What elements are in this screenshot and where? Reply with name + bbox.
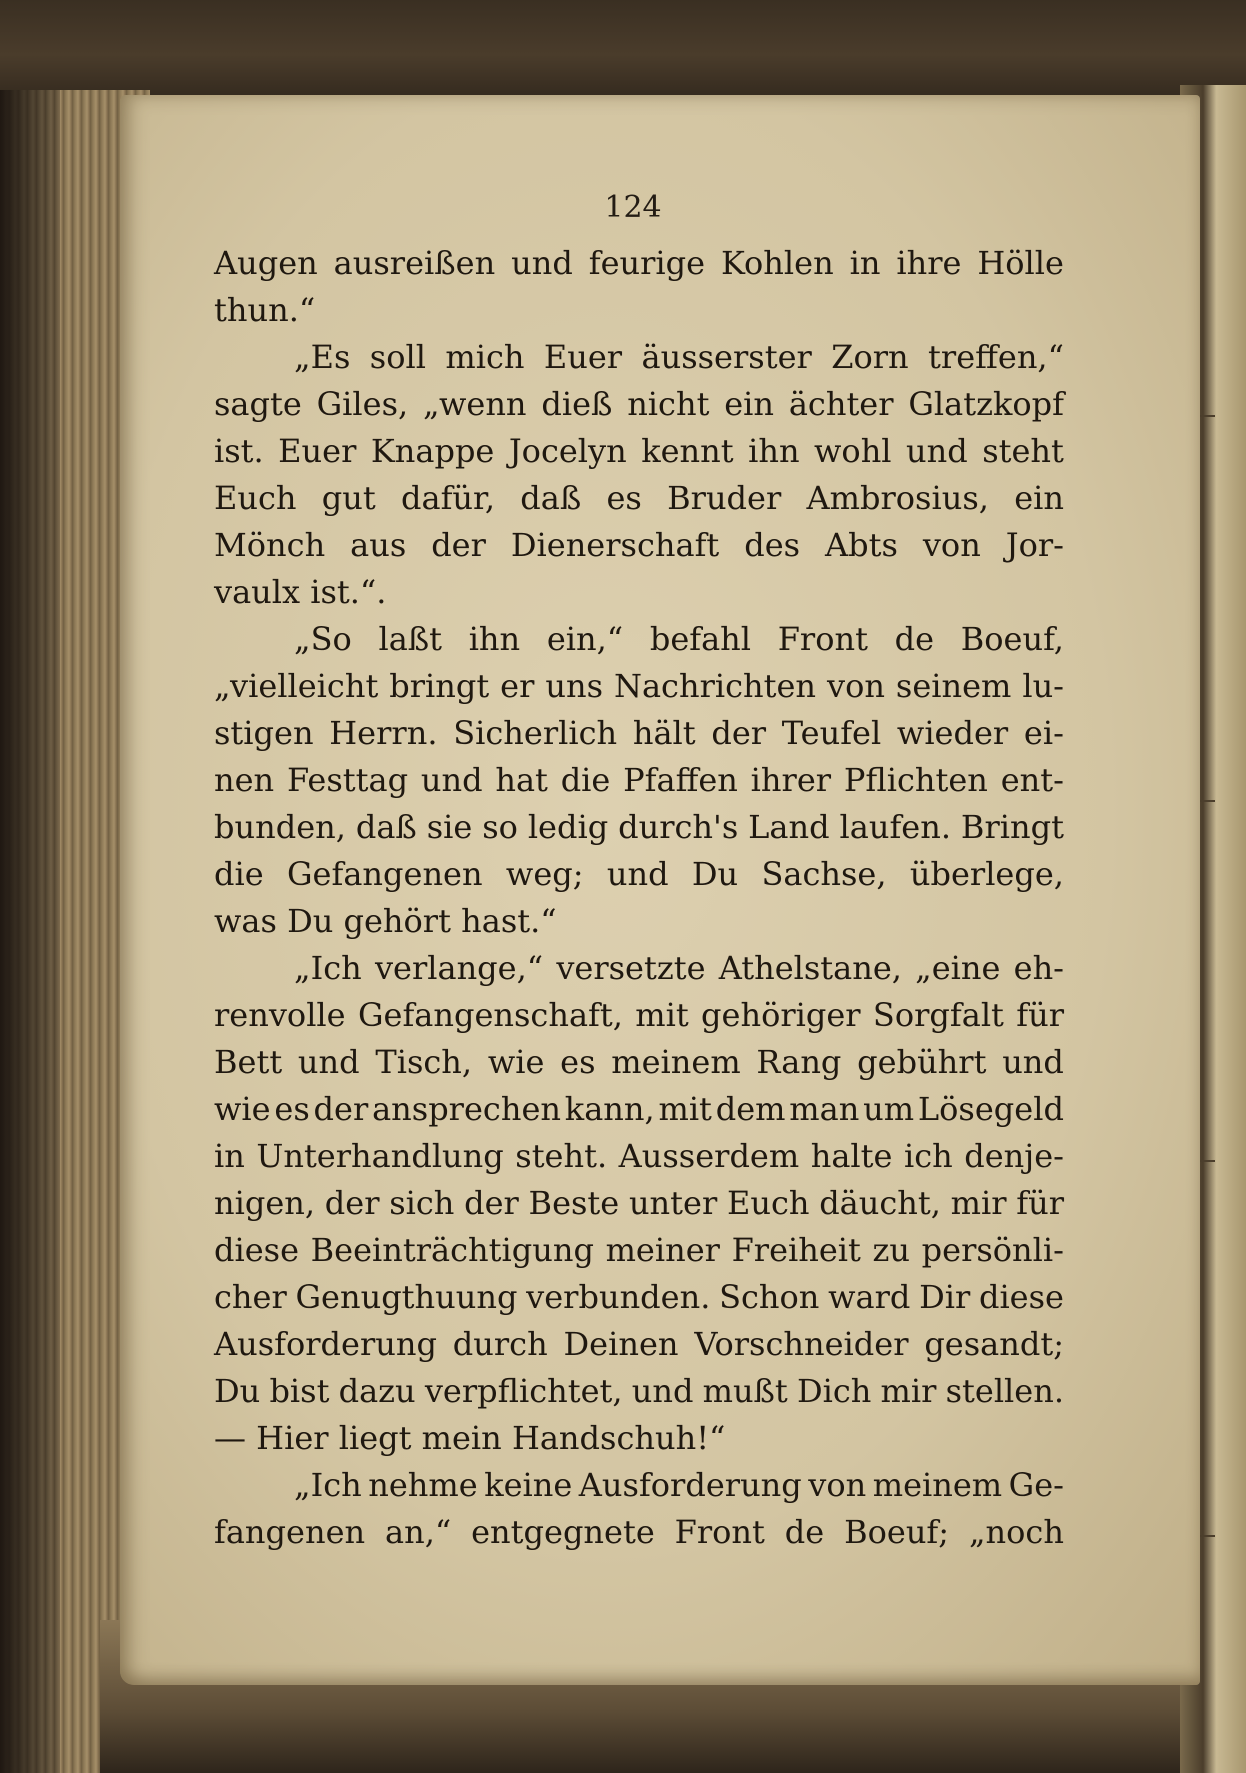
word: Herrn. xyxy=(329,714,438,752)
text-line xyxy=(214,757,1064,804)
word: es xyxy=(274,1090,310,1128)
word: und xyxy=(511,244,573,282)
word: Zorn xyxy=(831,338,909,376)
word: „eine xyxy=(915,949,1001,987)
word: aus xyxy=(350,526,407,564)
word: „Ich xyxy=(294,1466,362,1504)
word: Gefangenschaft, xyxy=(357,996,623,1034)
word: ihn xyxy=(748,432,800,470)
word: „Ich xyxy=(294,949,362,987)
text-line xyxy=(214,851,1064,898)
word: Giles, xyxy=(316,385,409,423)
word: ich xyxy=(903,1137,953,1175)
word: lu- xyxy=(1022,667,1064,705)
page-number: 124 xyxy=(604,190,662,225)
word: sagte xyxy=(214,385,302,423)
text-line xyxy=(214,569,1064,616)
word: persönli- xyxy=(921,1231,1064,1269)
word: Dienerschaft xyxy=(510,526,720,564)
word: der xyxy=(324,1184,380,1222)
word: däucht, xyxy=(819,1184,941,1222)
word: der xyxy=(711,714,767,752)
word: entgegnete xyxy=(471,1513,655,1551)
word: und xyxy=(297,1043,360,1081)
word: Hier xyxy=(256,1419,339,1457)
word: „noch xyxy=(968,1513,1064,1551)
word: Teufel xyxy=(781,714,882,752)
word: kennt xyxy=(641,432,734,470)
word: Bett xyxy=(214,1043,283,1081)
word: feurige xyxy=(588,244,706,282)
text-line xyxy=(214,240,1064,287)
word: ein xyxy=(724,385,775,423)
word: Pfaffen xyxy=(623,761,738,799)
word: Beeinträchtigung xyxy=(310,1231,594,1269)
word: Genugthuung xyxy=(295,1278,518,1316)
word: meinem xyxy=(872,1466,1003,1504)
word: Sachse, xyxy=(761,855,887,893)
word: überlege, xyxy=(909,855,1064,893)
word: Knappe xyxy=(370,432,495,470)
word: sie xyxy=(426,808,473,846)
text-line xyxy=(214,475,1064,522)
word: Lösegeld xyxy=(917,1090,1064,1128)
word: „wenn xyxy=(422,385,527,423)
text-line xyxy=(214,1509,1064,1556)
word: des xyxy=(744,526,801,564)
word: Front xyxy=(777,620,868,658)
word: von xyxy=(808,1466,867,1504)
word: Bruder xyxy=(667,479,782,517)
text-line xyxy=(214,1368,1064,1415)
word: nigen, xyxy=(214,1184,316,1222)
word: ansprechen xyxy=(372,1090,561,1128)
word: der xyxy=(313,1090,369,1128)
word: mit xyxy=(658,1090,712,1128)
word: und xyxy=(631,1372,694,1410)
word: Euer xyxy=(278,432,357,470)
word: Jocelyn xyxy=(508,432,627,470)
word: Boeuf; xyxy=(844,1513,950,1551)
word: de xyxy=(784,1513,825,1551)
page-stack-shadow xyxy=(0,90,60,1773)
word: versetzte xyxy=(556,949,706,987)
word: nehme xyxy=(368,1466,478,1504)
word: Ge- xyxy=(1008,1466,1064,1504)
word: hat xyxy=(495,761,548,799)
text-line xyxy=(214,945,1064,992)
text-line xyxy=(214,287,1064,334)
word: die xyxy=(214,855,264,893)
word: bringt xyxy=(389,667,490,705)
word: uns xyxy=(545,667,603,705)
word: Sorgfalt xyxy=(872,996,1004,1034)
word: seinem xyxy=(895,667,1012,705)
word: wie xyxy=(214,1090,271,1128)
word: ei- xyxy=(1023,714,1064,752)
word: Dir xyxy=(919,1278,971,1316)
book-binding-top xyxy=(0,0,1246,110)
text-line xyxy=(214,710,1064,757)
word: Schon xyxy=(719,1278,820,1316)
text-line xyxy=(214,663,1064,710)
word: bist xyxy=(269,1372,330,1410)
word: was xyxy=(214,902,288,940)
word: und xyxy=(906,432,968,470)
text-line xyxy=(214,1462,1064,1509)
word: Freiheit xyxy=(731,1231,861,1269)
word: Nachrichten xyxy=(613,667,817,705)
word: Vorschneider xyxy=(694,1325,909,1363)
word: der xyxy=(431,526,486,564)
word: von xyxy=(826,667,885,705)
word: Kohlen xyxy=(720,244,834,282)
word: Du xyxy=(691,855,739,893)
word: verbunden. xyxy=(526,1278,711,1316)
word: Abts xyxy=(825,526,898,564)
word: Beste xyxy=(528,1184,620,1222)
word: für xyxy=(1016,1184,1064,1222)
word: gehört xyxy=(343,902,462,940)
word: renvolle xyxy=(214,996,346,1034)
word: dem xyxy=(715,1090,786,1128)
word: Athelstane, xyxy=(718,949,902,987)
word: denje- xyxy=(964,1137,1064,1175)
word: Du xyxy=(214,1372,261,1410)
text-line xyxy=(214,1180,1064,1227)
word: äusserster xyxy=(641,338,812,376)
word: verpflichtet, xyxy=(424,1372,623,1410)
word: ausreißen xyxy=(333,244,496,282)
word: ein,“ xyxy=(546,620,624,658)
word: ihn xyxy=(468,620,521,658)
word: die xyxy=(560,761,611,799)
word: „vielleicht xyxy=(214,667,379,705)
word: so xyxy=(482,808,518,846)
word: nen xyxy=(214,761,275,799)
word: sich xyxy=(389,1184,455,1222)
word: gehöriger xyxy=(701,996,861,1034)
word: und xyxy=(420,761,483,799)
word: nicht xyxy=(627,385,710,423)
word: Handschuh!“ xyxy=(511,1419,726,1457)
word: hast.“ xyxy=(461,902,557,940)
word: hält xyxy=(632,714,696,752)
word: Rang xyxy=(756,1043,842,1081)
word: Ambrosius, xyxy=(806,479,989,517)
word: Mönch xyxy=(214,526,326,564)
word: wie xyxy=(487,1043,545,1081)
word: an,“ xyxy=(385,1513,452,1551)
word: Front xyxy=(674,1513,765,1551)
text-line xyxy=(214,522,1064,569)
word: Festtag xyxy=(286,761,409,799)
word: keine xyxy=(484,1466,573,1504)
word: meinem xyxy=(611,1043,741,1081)
word: Euch xyxy=(214,479,297,517)
word: weg; xyxy=(505,855,584,893)
word: soll xyxy=(369,338,426,376)
text-line xyxy=(214,428,1064,475)
word: ihrer xyxy=(750,761,832,799)
word: Pflichten xyxy=(843,761,988,799)
word: mein xyxy=(421,1419,512,1457)
word: stigen xyxy=(214,714,314,752)
word: kann, xyxy=(564,1090,655,1128)
word: unter xyxy=(628,1184,718,1222)
word: ist. xyxy=(214,432,264,470)
word: von xyxy=(922,526,981,564)
text-line xyxy=(214,334,1064,381)
text-line xyxy=(214,1227,1064,1274)
word: durch's xyxy=(618,808,739,846)
word: befahl xyxy=(649,620,752,658)
word: Dich xyxy=(796,1372,872,1410)
word: cher xyxy=(214,1278,287,1316)
text-line xyxy=(214,898,1064,945)
word: ent- xyxy=(1000,761,1064,799)
word: „So xyxy=(294,620,352,658)
text-line xyxy=(214,1039,1064,1086)
word: thun.“ xyxy=(214,291,316,329)
word: ist.“. xyxy=(310,573,387,611)
text-line xyxy=(214,1274,1064,1321)
word: um xyxy=(863,1090,915,1128)
word: gut xyxy=(321,479,376,517)
word: halte xyxy=(810,1137,893,1175)
word: Du xyxy=(287,902,344,940)
text-line xyxy=(214,616,1064,663)
word: gebührt xyxy=(857,1043,987,1081)
word: mußt xyxy=(702,1372,788,1410)
word: ein xyxy=(1014,479,1064,517)
word: Unterhandlung xyxy=(256,1137,504,1175)
word: Ausforderung xyxy=(578,1466,802,1504)
word: und xyxy=(1002,1043,1064,1081)
word: Bringt xyxy=(960,808,1064,846)
word: meiner xyxy=(605,1231,720,1269)
word: vaulx xyxy=(214,573,311,611)
word: bunden, xyxy=(214,808,346,846)
word: mir xyxy=(880,1372,937,1410)
word: laufen. xyxy=(839,808,951,846)
word: laßt xyxy=(378,620,442,658)
word: de xyxy=(894,620,935,658)
word: Euch xyxy=(726,1184,810,1222)
word: steht. xyxy=(515,1137,608,1175)
word: Land xyxy=(748,808,830,846)
word: und xyxy=(606,855,669,893)
word: mit xyxy=(635,996,689,1034)
word: Jor- xyxy=(1005,526,1064,564)
word: mich xyxy=(445,338,525,376)
word: stellen. xyxy=(945,1372,1064,1410)
text-line xyxy=(214,804,1064,851)
word: durch xyxy=(452,1325,548,1363)
word: diese xyxy=(978,1278,1064,1316)
word: zu xyxy=(872,1231,910,1269)
word: eh- xyxy=(1013,949,1064,987)
word: in xyxy=(214,1137,245,1175)
page-text xyxy=(214,240,1064,1556)
word: Deinen xyxy=(563,1325,679,1363)
word: fangenen xyxy=(214,1513,366,1551)
word: „Es xyxy=(294,338,351,376)
text-line xyxy=(214,1415,1064,1462)
word: ihre xyxy=(896,244,962,282)
word: Gefangenen xyxy=(286,855,483,893)
text-line xyxy=(214,992,1064,1039)
word: gesandt; xyxy=(924,1325,1064,1363)
word: Tisch, xyxy=(375,1043,473,1081)
word: daß xyxy=(520,479,582,517)
word: man xyxy=(789,1090,860,1128)
text-line xyxy=(214,1321,1064,1368)
word: dieß xyxy=(541,385,613,423)
word: ward xyxy=(828,1278,911,1316)
word: er xyxy=(500,667,535,705)
word: verlange,“ xyxy=(374,949,544,987)
word: Ausforderung xyxy=(214,1325,437,1363)
word: Hölle xyxy=(977,244,1064,282)
text-line xyxy=(214,1133,1064,1180)
word: wohl xyxy=(814,432,892,470)
word: es xyxy=(560,1043,596,1081)
word: Ausserdem xyxy=(618,1137,800,1175)
word: wieder xyxy=(896,714,1009,752)
word: es xyxy=(606,479,642,517)
word: Sicherlich xyxy=(453,714,618,752)
word: — xyxy=(214,1419,257,1457)
word: Boeuf, xyxy=(960,620,1064,658)
word: diese xyxy=(214,1231,300,1269)
word: mir xyxy=(950,1184,1007,1222)
word: liegt xyxy=(338,1419,422,1457)
word: daß xyxy=(355,808,417,846)
text-line xyxy=(214,381,1064,428)
word: ledig xyxy=(527,808,609,846)
word: in xyxy=(849,244,881,282)
word: Augen xyxy=(214,244,318,282)
text-line xyxy=(214,1086,1064,1133)
word: dafür, xyxy=(401,479,495,517)
word: treffen,“ xyxy=(928,338,1064,376)
word: dazu xyxy=(338,1372,416,1410)
word: der xyxy=(464,1184,519,1222)
word: steht xyxy=(982,432,1064,470)
word: Euer xyxy=(543,338,623,376)
word: für xyxy=(1016,996,1064,1034)
word: Glatzkopf xyxy=(908,385,1064,423)
word: ächter xyxy=(788,385,894,423)
